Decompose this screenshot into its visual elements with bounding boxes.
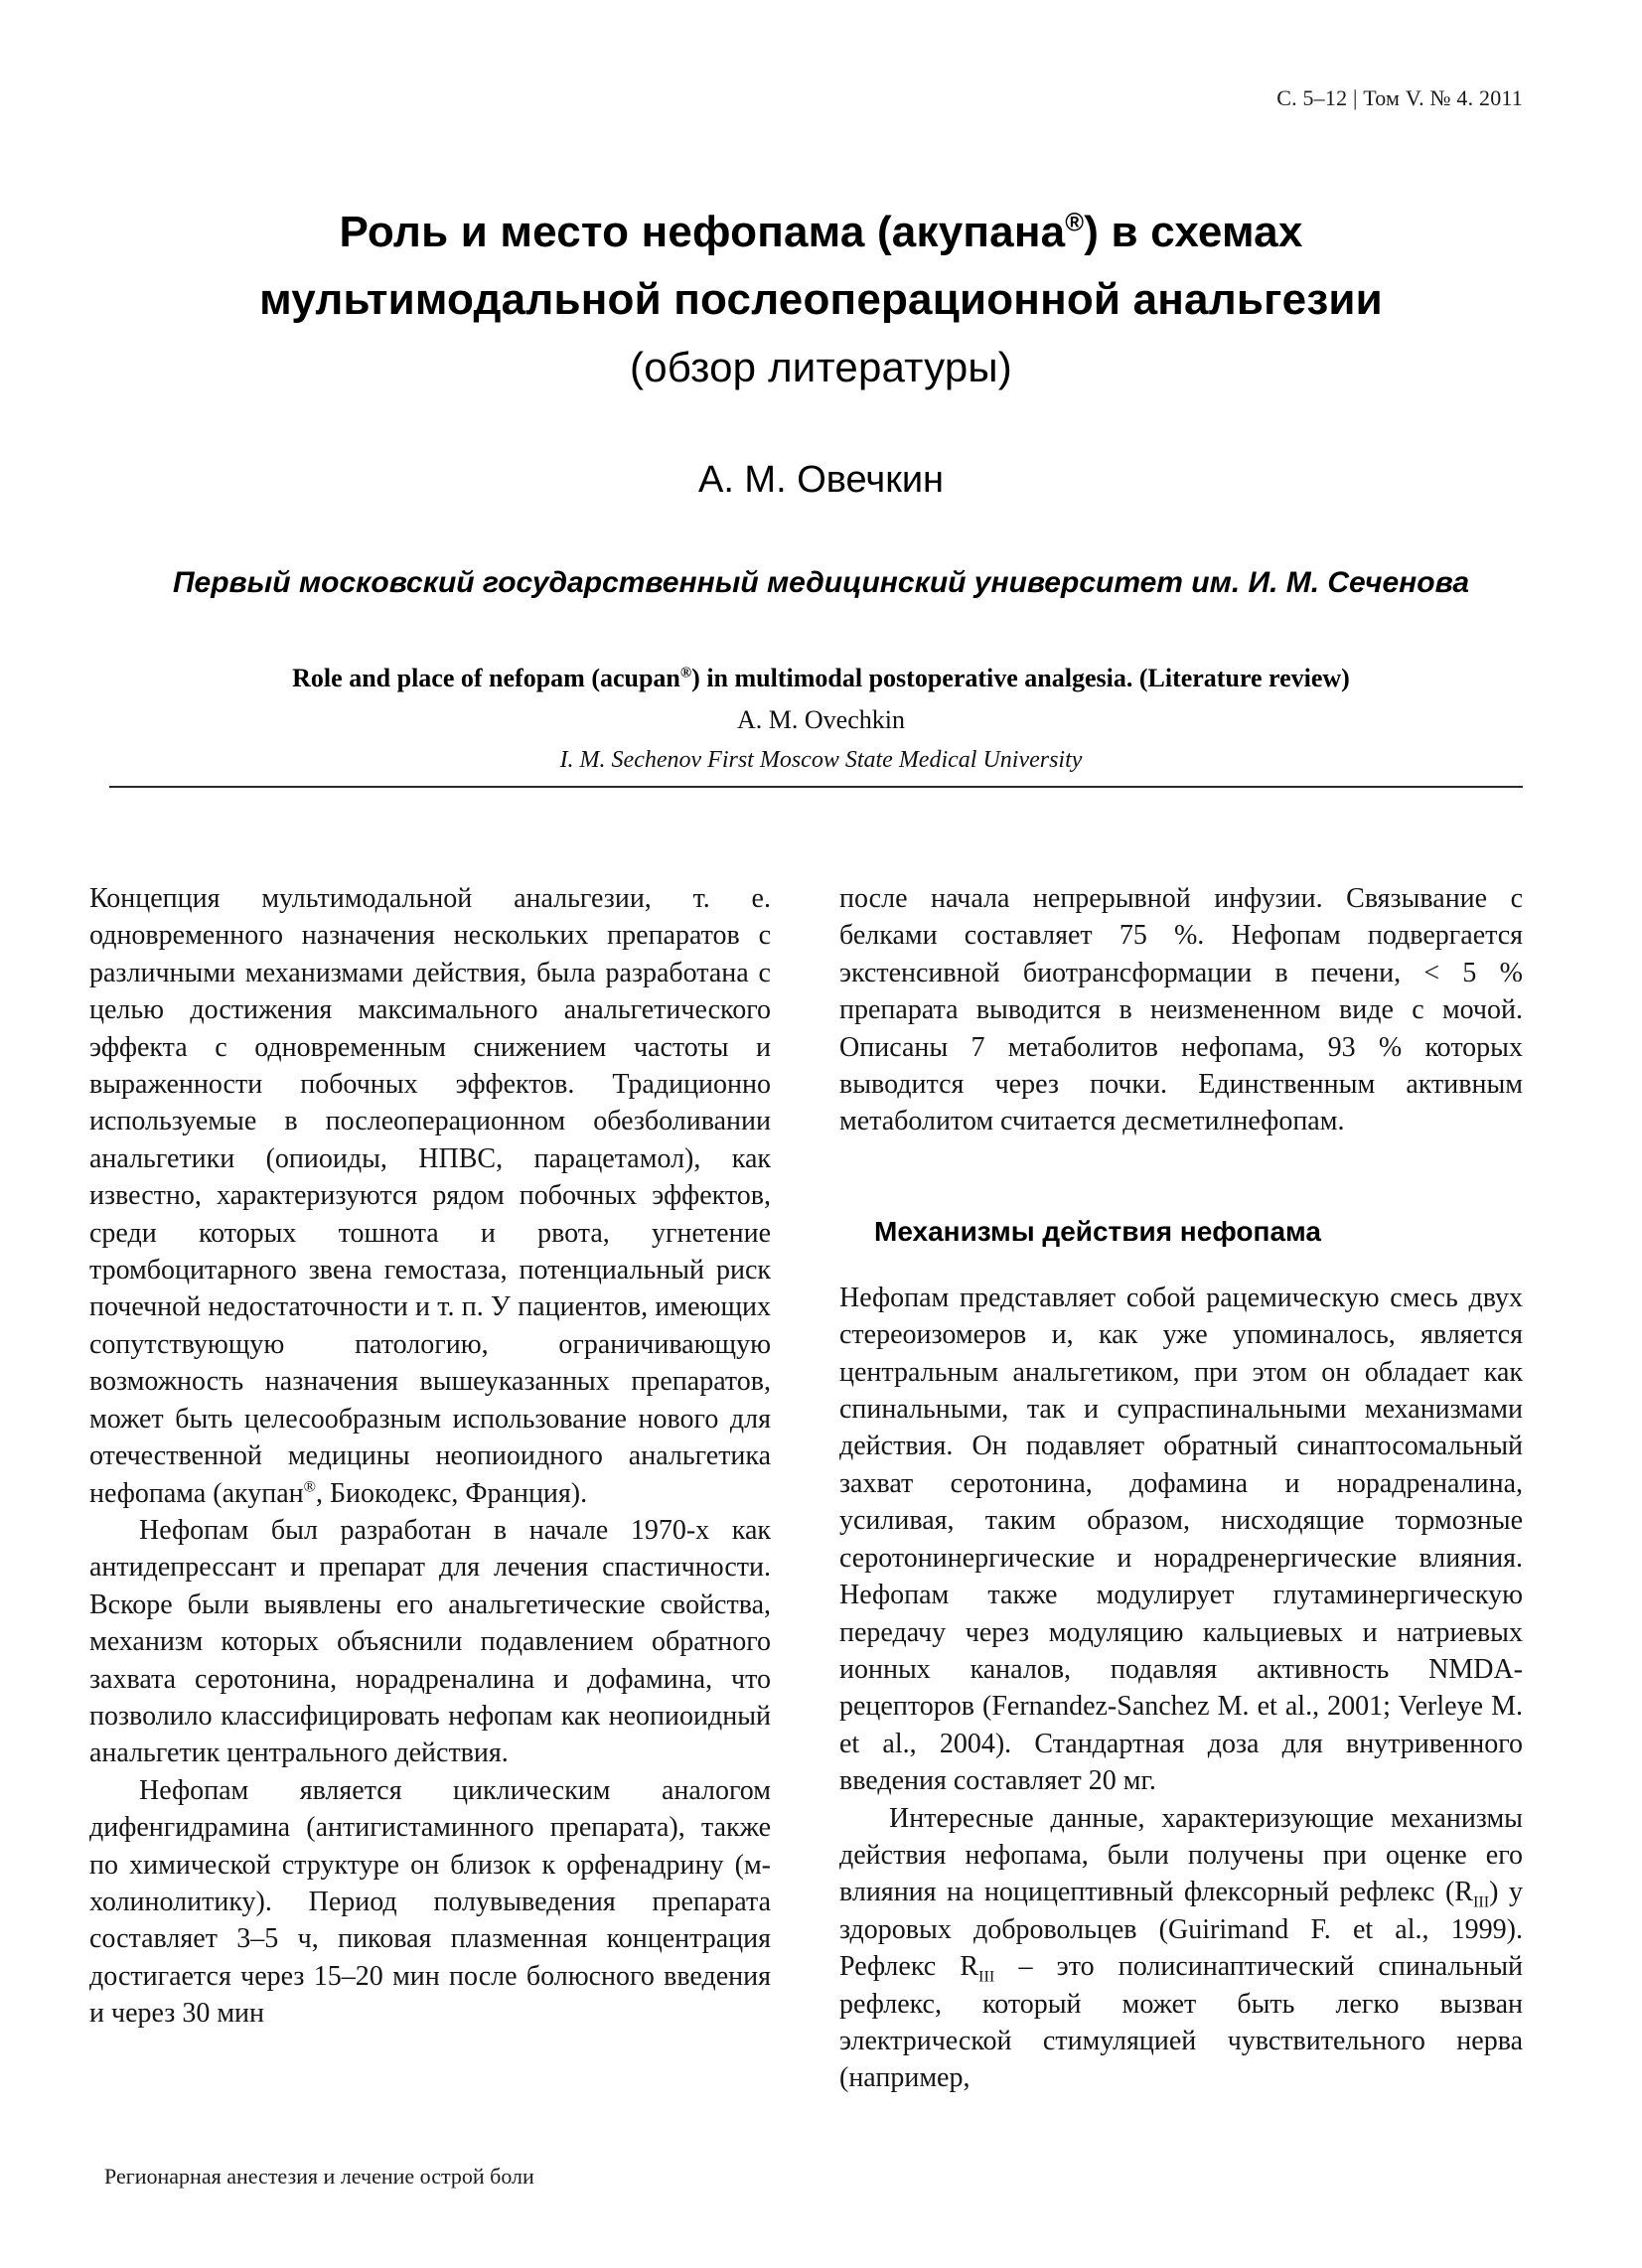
article-title-en: Role and place of nefopam (acupan®) in multimodal postoperative analgesia. (Literature review) bbox=[292, 664, 1350, 692]
author-name-ru: А. М. Овечкин bbox=[697, 459, 945, 501]
article-title-line-2: мультимодальной послеоперационной анальгезии bbox=[259, 275, 1383, 324]
article-title-line-1: Роль и место нефопама (акупана®) в схемах bbox=[339, 208, 1303, 256]
paragraph-intro: Концепция мультимодальной анальгезии, т. е. одновременного назначения нескольких препаратов с различными механизмами действия, была разработана с целью достижения максимального анальгетического эффекта с одновременным снижением частоты и выраженности побочных эффектов. Традиционно используемые в послеоперационном обезболивании анальгетики (опиоиды, НПВС, парацетамол), как известно, характеризуются рядом побочных эффектов, среди которых тошнота и рвота, угнетение тромбоцитарного звена гемостаза, потенциальный риск почечной недостаточности и т. п. У пациентов, имеющих сопутствующую патологию, ограничивающую возможность назначения вышеуказанных препаратов, может быть целесообразным использование нового для отечественной медицины неопиоидного анальгетика нефопама (акупан®, Биокодекс, Франция). bbox=[89, 883, 771, 1509]
paragraph-mechanisms: Нефопам представляет собой рацемическую смесь двух стереоизомеров и, как уже упоминалось, является центральным анальгетиком, при этом он обладает как спинальными, так и супраспинальными механизмами действия. Он подавляет обратный синаптосомальный захват серотонина, дофамина и норадреналина, усиливая, таким образом, нисходящие тормозные серотонинергические и норадренергические влияния. Нефопам также модулирует глутаминергическую передачу через модуляцию кальциевых и натриевых ионных каналов, подавляя активность NMDA-рецепторов (Fernandez-Sanchez M. et al., 2001; Verleye M. et al., 2004). Стандартная доза для внутривенного введения составляет 20 мг. bbox=[839, 1282, 1523, 1797]
paragraph-pharmacokinetics: после начала непрерывной инфузии. Связывание с белками составляет 75 %. Нефопам подвергается экстенсивной биотрансформации в печени, < 5 % препарата выводится в неизмененном виде с мочой. Описаны 7 метаболитов нефопама, 93 % которых выводится через почки. Единственным активным метаболитом считается десметилнефопам. bbox=[839, 883, 1523, 1137]
paragraph-history: Нефопам был разработан в начале 1970-х как антидепрессант и препарат для лечения спастичности. Вскоре были выявлены его анальгетические свойства, механизм которых объяснили подавлением обратного захвата серотонина, норадреналина и дофамина, что позволило классифицировать нефопам как неопиоидный анальгетик центрального действия. bbox=[89, 1514, 771, 1769]
right-column bbox=[839, 880, 1523, 2097]
paragraph-chemistry: Нефопам является циклическим аналогом дифенгидрамина (антигистаминного препарата), также по химической структуре он близок к орфенадрину (м-холинолитику). Период полувыведения препарата составляет 3–5 ч, пиковая плазменная концентрация достигается через 15–20 мин после болюсного введения и через 30 мин bbox=[89, 1774, 771, 2030]
header-divider bbox=[109, 786, 1523, 788]
issue-page-info: С. 5–12 | Том V. № 4. 2011 bbox=[1276, 85, 1523, 110]
affiliation-ru: Первый московский государственный медицинский университет им. И. М. Сеченова bbox=[172, 566, 1470, 599]
left-column bbox=[89, 880, 771, 2033]
paragraph-reflex-study: Интересные данные, характеризующие механизмы действия нефопама, были получены при оценке его влияния на ноцицептивный флексорный рефлекс $(R_{III})$ у здоровых добровольцев (Guirimand F. et al., 1999). Рефлекс $R_{III}$ – это полисинаптический спинальный рефлекс, который может быть легко вызван электрической стимуляцией чувствительного нерва (например, bbox=[839, 1802, 1524, 2094]
affiliation-en: I. M. Sechenov First Moscow State Medical University bbox=[559, 747, 1083, 773]
article-subtitle: (обзор литературы) bbox=[630, 344, 1012, 390]
journal-name-footer: Регионарная анестезия и лечение острой боли bbox=[104, 2164, 534, 2189]
author-name-en: A. M. Ovechkin bbox=[737, 705, 905, 734]
section-heading-mechanisms: Механизмы действия нефопама bbox=[874, 1215, 1321, 1247]
title-block bbox=[0, 199, 1642, 401]
